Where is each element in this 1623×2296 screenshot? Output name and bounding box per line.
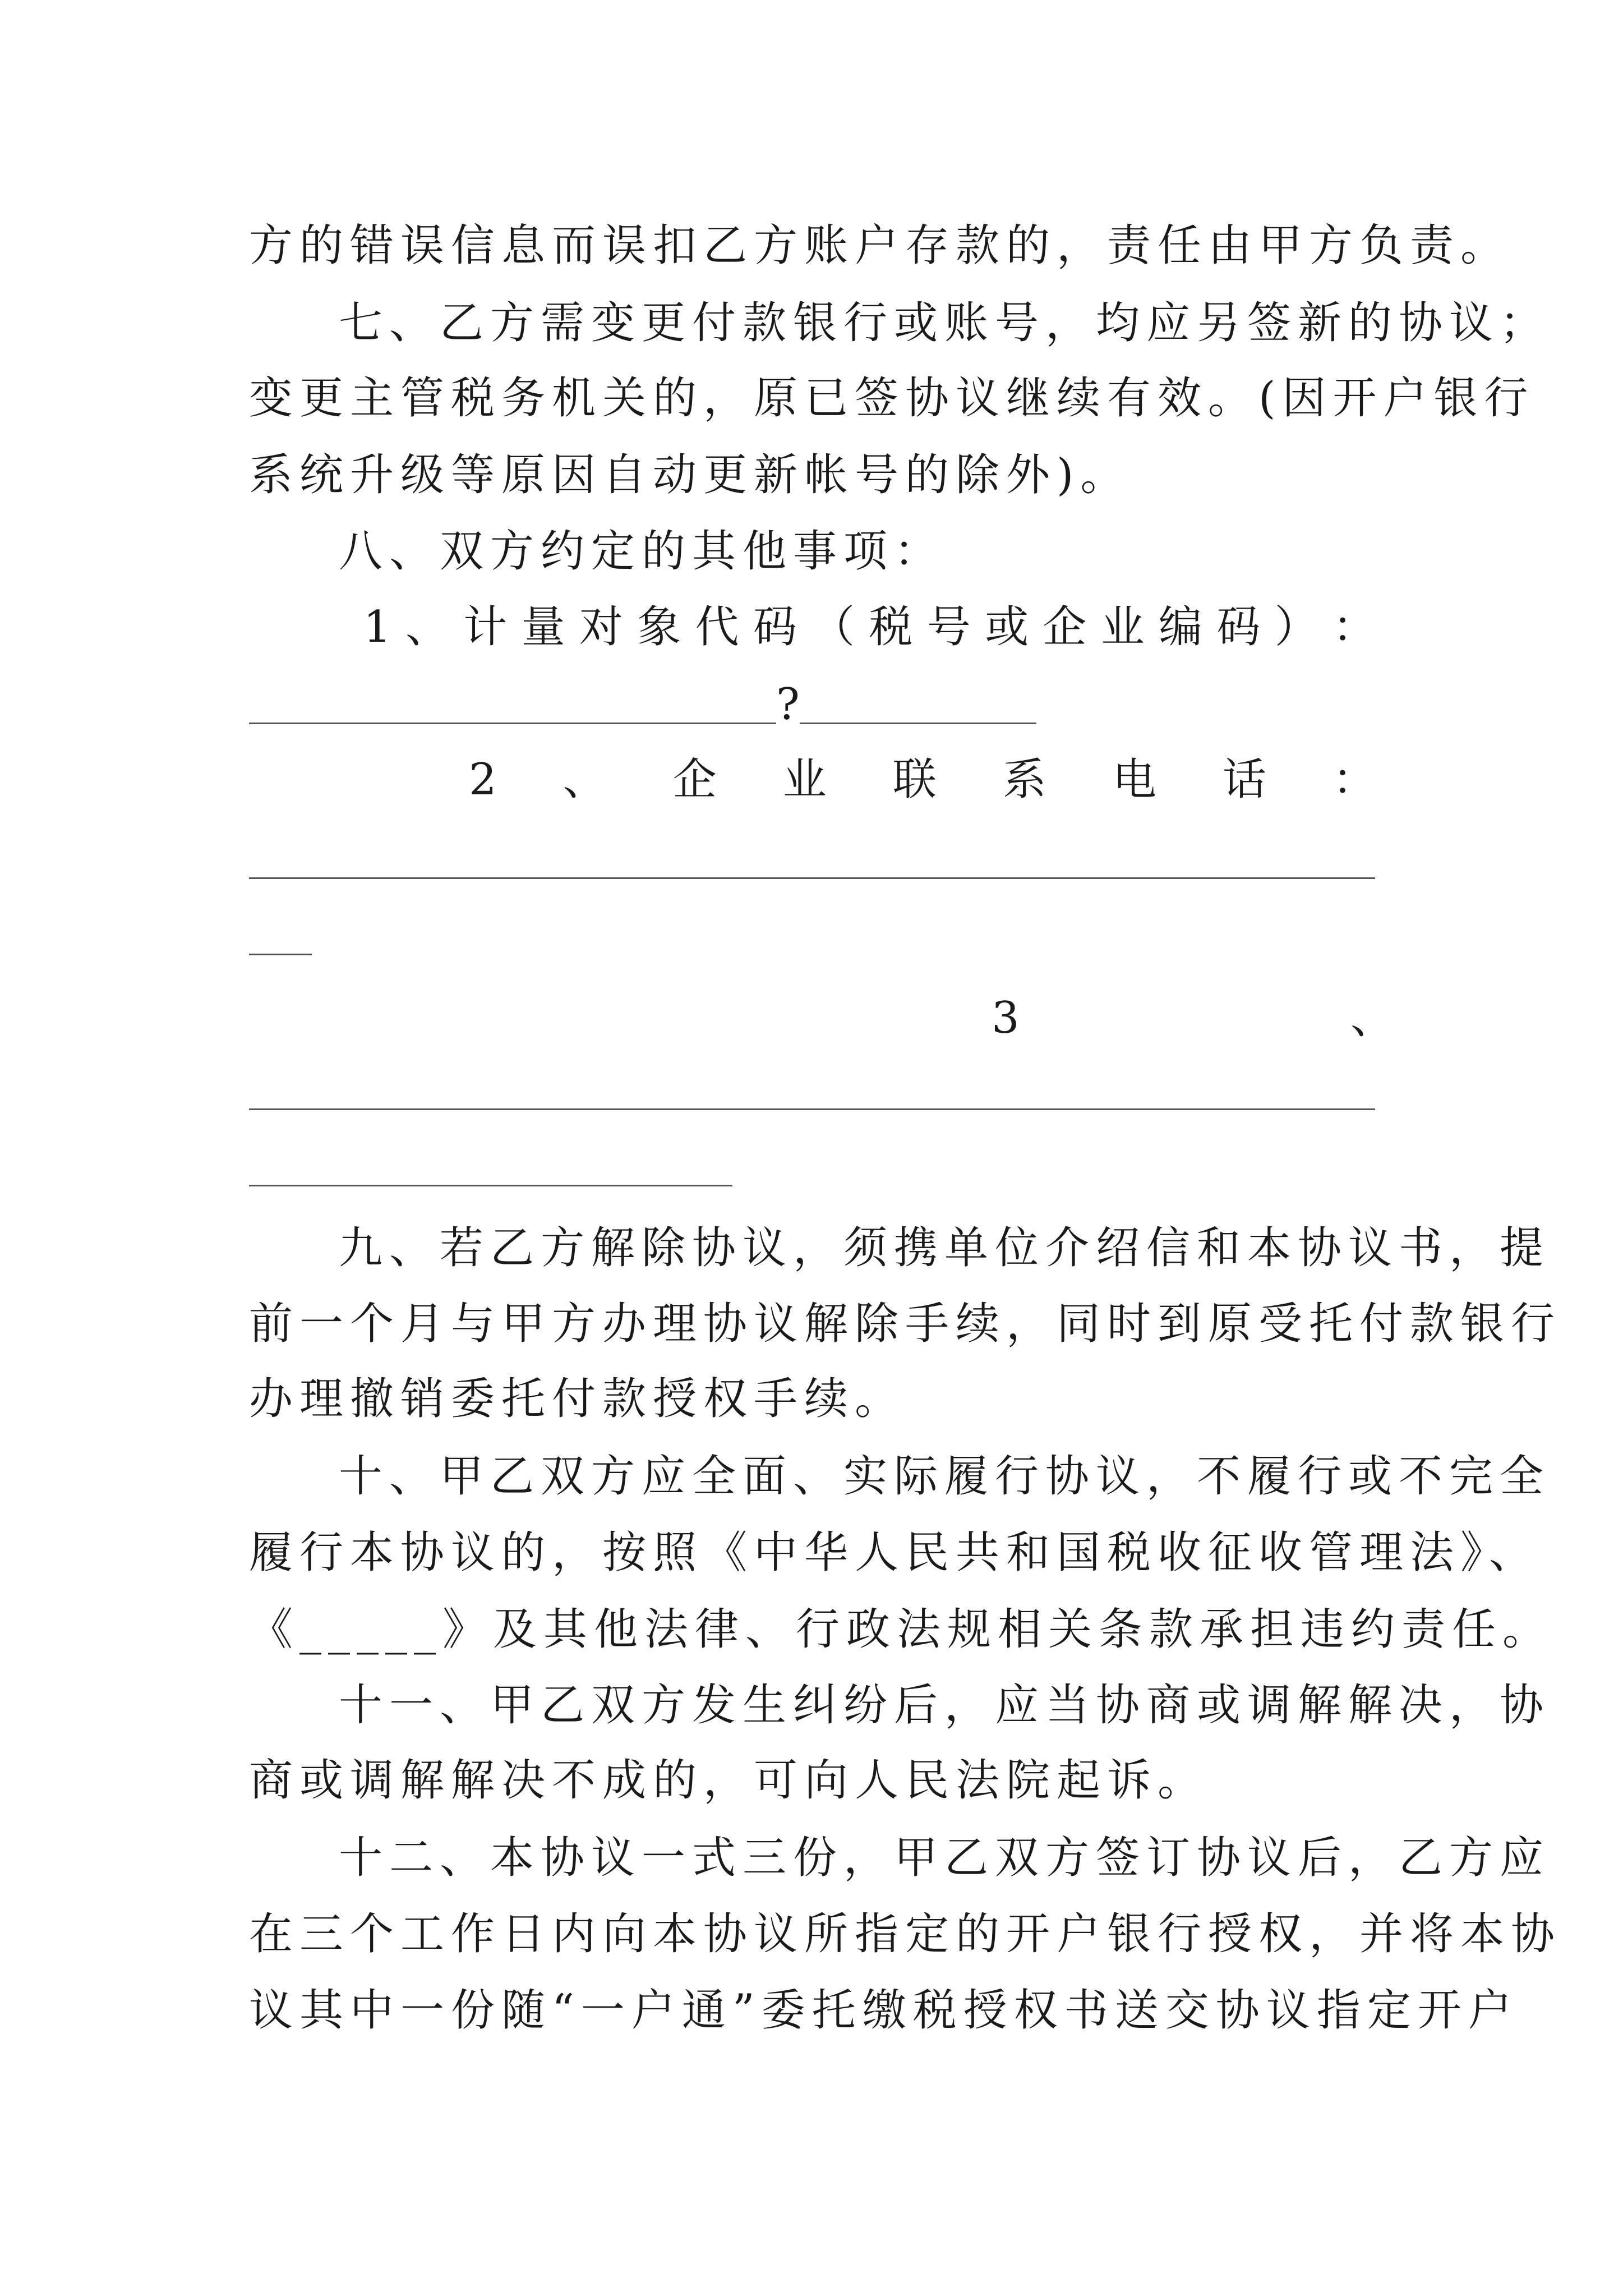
item-1-blank-line [249, 723, 776, 724]
item-1-char: ） [1274, 602, 1318, 652]
item-1-char: 象 [637, 602, 681, 652]
item-3-blank-line-2 [249, 1185, 732, 1186]
item-1-char: 对 [579, 602, 623, 652]
clause-8-heading: 八、双方约定的其他事项： [339, 526, 945, 577]
clause-10-line-3: 《_____》及其他法律、行政法规相关条款承担违约责任。 [249, 1604, 1553, 1655]
item-2-char: 电 [1112, 754, 1156, 805]
item-1-label [363, 599, 1376, 655]
clause-10-line-1: 十、甲乙双方应全面、实际履行协议，不履行或不完全 [339, 1451, 1551, 1502]
item-1-char: 企 [1043, 602, 1087, 652]
item-1-char: 业 [1100, 602, 1145, 652]
clause-11-line-1: 十一、甲乙双方发生纠纷后，应当协商或调解解决，协 [339, 1680, 1551, 1731]
item-2-char: 企 [672, 754, 717, 805]
clause-7-line-1: 七、乙方需变更付款银行或账号，均应另签新的协议； [339, 298, 1551, 348]
clause-7-line-3: 系统升级等原因自动更新帐号的除外)。 [249, 450, 1131, 500]
clause-11-line-2: 商或调解解决不成的，可向人民法院起诉。 [249, 1755, 1209, 1806]
item-2-char: 话 [1222, 754, 1266, 805]
item-1-char: （ [811, 602, 855, 652]
item-2-blank-line [249, 877, 1375, 879]
paragraph-6-tail: 方的错误信息而误扣乙方账户存款的，责任由甲方负责。 [249, 220, 1511, 271]
item-1-char: 计 [463, 602, 508, 652]
item-2-char: 联 [892, 754, 937, 805]
item-1-char: 或 [985, 602, 1029, 652]
item-1-blank-line-2 [800, 723, 1036, 724]
item-2-char: 、 [562, 754, 607, 805]
item-1-char: 代 [695, 602, 739, 652]
item-1-char: 码 [1216, 602, 1261, 652]
item-1-char: ： [1332, 602, 1376, 652]
item-1-char: 编 [1159, 602, 1203, 652]
clause-9-line-2: 前一个月与甲方办理协议解除手续，同时到原受托付款银行 [249, 1299, 1562, 1349]
item-2-blank-line-2 [249, 954, 312, 955]
item-2-char: 系 [1002, 754, 1046, 805]
clause-12-line-3: 议其中一份随“一户通”委托缴税授权书送交协议指定开户 [249, 1985, 1519, 2036]
item-1-char: 1 [363, 602, 391, 652]
item-3-blank-line [249, 1108, 1375, 1110]
clause-9-line-3: 办理撤销委托付款授权手续。 [249, 1374, 906, 1424]
item-2-char: ： [1332, 754, 1376, 805]
item-1-char: 税 [869, 602, 913, 652]
clause-12-line-1: 十二、本协议一式三份，甲乙双方签订协议后，乙方应 [339, 1833, 1551, 1883]
item-1-char: 、 [405, 602, 449, 652]
clause-9-line-1: 九、若乙方解除协议，须携单位介绍信和本协议书，提 [339, 1223, 1551, 1273]
item-2-char: 2 [469, 754, 497, 805]
item-1-char: 号 [926, 602, 971, 652]
clause-10-line-2: 履行本协议的，按照《中华人民共和国税收征收管理法》、 [249, 1527, 1540, 1578]
item-1-question-mark: ? [776, 679, 800, 730]
item-2-char: 业 [782, 754, 827, 805]
item-1-char: 量 [521, 602, 565, 652]
clause-7-line-2: 变更主管税务机关的，原已签协议继续有效。(因开户银行 [249, 373, 1535, 424]
item-3-separator: 、 [1350, 993, 1395, 1043]
item-2-label [469, 752, 1376, 808]
item-1-char: 码 [753, 602, 797, 652]
clause-12-line-2: 在三个工作日内向本协议所指定的开户银行授权，并将本协 [249, 1909, 1562, 1959]
item-3-number: 3 [992, 993, 1020, 1043]
